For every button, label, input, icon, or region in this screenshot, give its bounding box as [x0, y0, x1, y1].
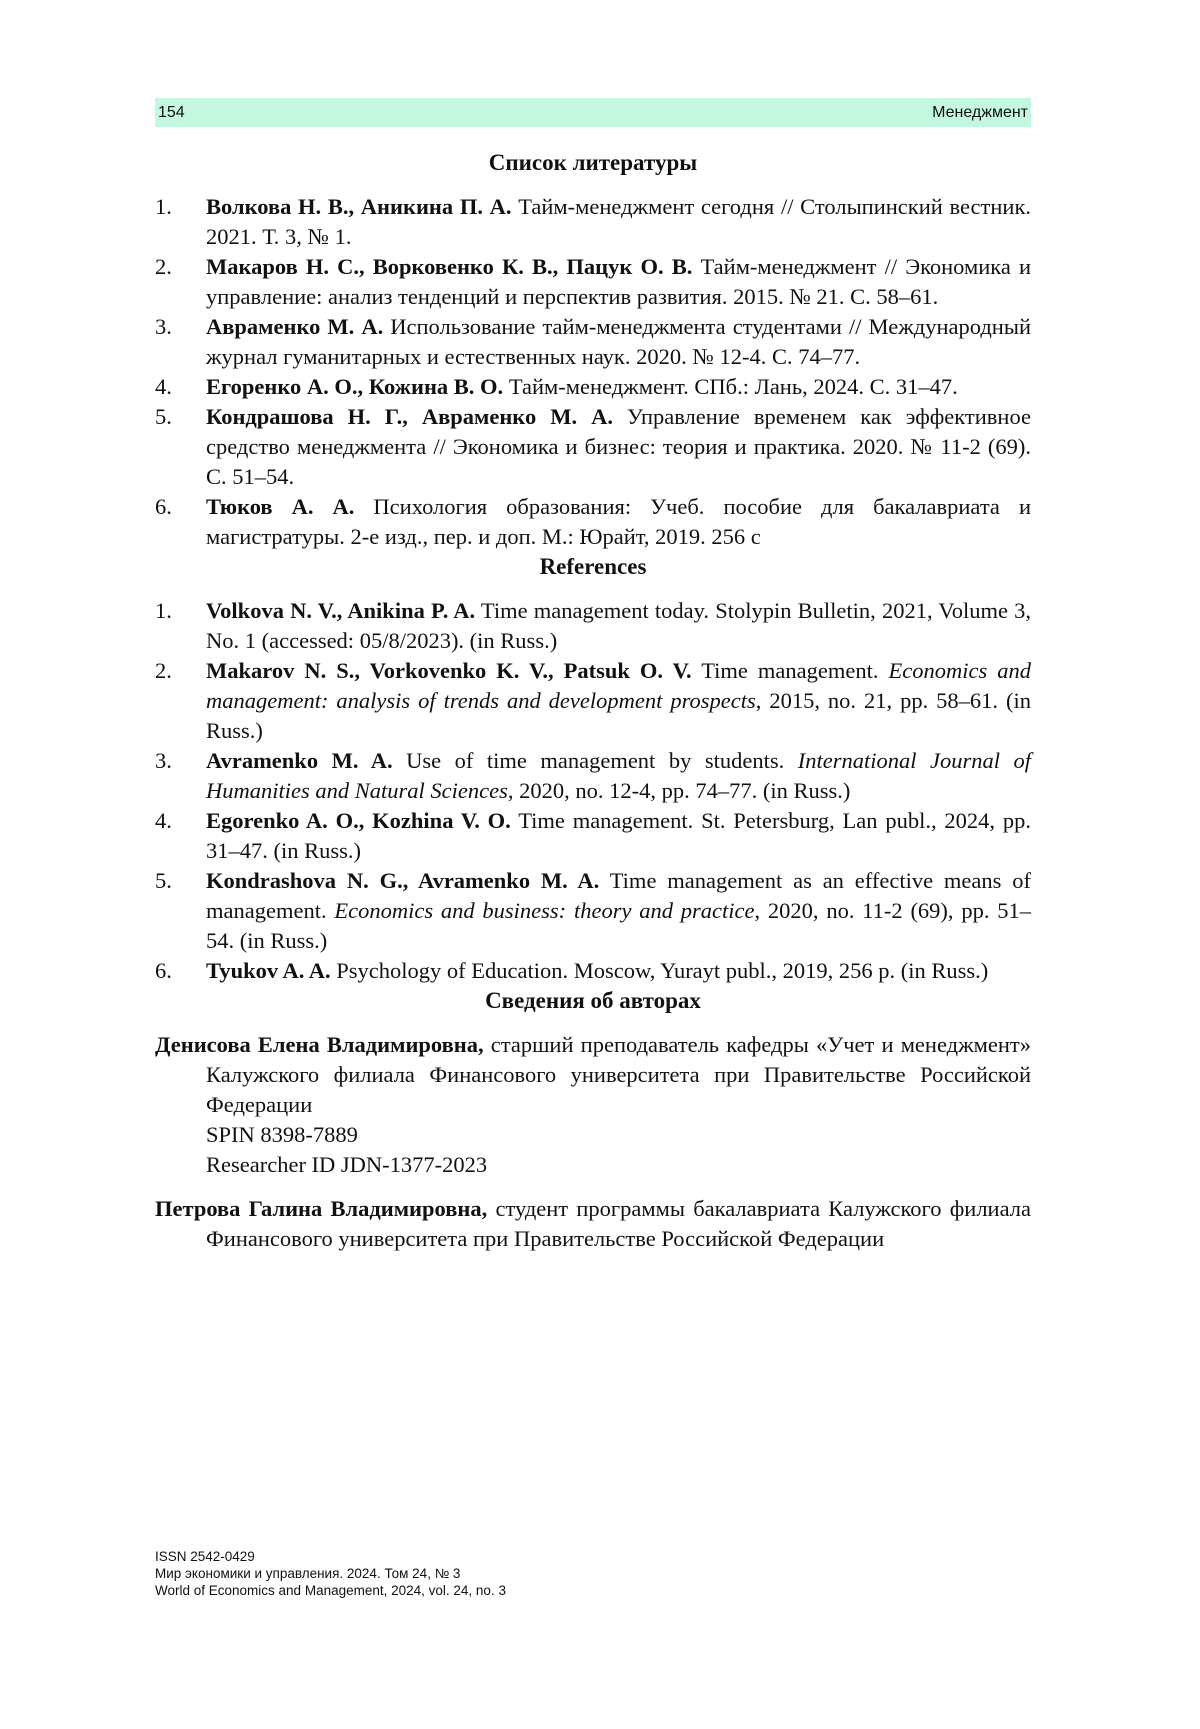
author-name: Петрова Галина Владимировна,: [155, 1196, 488, 1221]
item-number: 4.: [155, 374, 172, 399]
ref-journal: Economics and business: theory and practice: [334, 898, 755, 923]
ref-text: Use of time management by students.: [392, 748, 798, 773]
author-entry: [155, 1194, 1031, 1254]
list-item: [155, 956, 1031, 986]
en-references-list: [155, 596, 1031, 986]
ru-references-title: Список литературы: [488, 150, 698, 175]
ref-authors: Avramenko M. A.: [206, 748, 393, 773]
ref-text: Time management. St. Petersburg, Lan publ., 2024, pp. 31–47. (in Russ.): [206, 808, 1031, 863]
ref-journal: International Journal of Humanities and Natural Sciences: [206, 748, 1031, 803]
item-number: 6.: [155, 494, 172, 519]
list-item: [155, 372, 1031, 402]
footer-journal-en: World of Economics and Management, 2024, vol. 24, no. 3: [155, 1583, 506, 1598]
ref-text: Психология образования: Учеб. пособие для бакалавриата и магистратуры. 2-е изд., пер. и доп. М.: Юрайт, 2019. 256 с: [206, 494, 1031, 549]
ru-references-list: [155, 192, 1031, 552]
item-number: 5.: [155, 868, 172, 893]
ref-text: Time management.: [691, 658, 889, 683]
author-entry: [155, 1030, 1031, 1180]
list-item: [155, 492, 1031, 552]
author-researcher-id: Researcher ID JDN-1377-2023: [206, 1152, 488, 1177]
list-item: [155, 746, 1031, 806]
author-spin: SPIN 8398-7889: [206, 1122, 358, 1147]
ref-authors: Авраменко М. А.: [206, 314, 384, 339]
author-description: старший преподаватель кафедры «Учет и менеджмент» Калужского филиала Финансового университета при Правительстве Российской Федерации: [206, 1032, 1031, 1117]
list-item: [155, 866, 1031, 956]
list-item: [155, 252, 1031, 312]
page-number: 154: [158, 103, 185, 121]
item-number: 2.: [155, 658, 172, 683]
ref-journal: Economics and management: analysis of trends and development prospects: [206, 658, 1031, 713]
item-number: 4.: [155, 808, 172, 833]
item-number: 6.: [155, 958, 172, 983]
running-header: [155, 98, 1031, 127]
item-number: 5.: [155, 404, 172, 429]
ref-text: Time management today. Stolypin Bulletin, 2021, Volume 3, No. 1 (accessed: 05/8/2023). (in Russ.): [206, 598, 1032, 653]
ref-authors: Макаров Н. С., Ворковенко К. В., Пацук О. В.: [206, 254, 693, 279]
item-number: 3.: [155, 748, 172, 773]
ref-authors: Egorenko A. O., Kozhina V. O.: [206, 808, 511, 833]
ref-authors: Тюков А. А.: [206, 494, 355, 519]
footer-issn: ISSN 2542-0429: [155, 1549, 255, 1564]
section-name: Менеджмент: [932, 103, 1028, 121]
footer-journal-ru: Мир экономики и управления. 2024. Том 24, № 3: [155, 1566, 461, 1581]
list-item: [155, 806, 1031, 866]
list-item: [155, 312, 1031, 372]
ref-authors: Volkova N. V., Anikina P. A.: [206, 598, 476, 623]
item-number: 1.: [155, 598, 172, 623]
page-footer: [155, 1548, 506, 1599]
author-name: Денисова Елена Владимировна,: [155, 1032, 484, 1057]
list-item: [155, 596, 1031, 656]
item-number: 3.: [155, 314, 172, 339]
ref-text: Управление временем как эффективное средство менеджмента // Экономика и бизнес: теория и практика. 2020. № 11-2 (69). С. 51–54.: [206, 404, 1031, 489]
ref-text: Psychology of Education. Moscow, Yurayt publ., 2019, 256 p. (in Russ.): [330, 958, 989, 983]
ref-authors: Егоренко А. О., Кожина В. О.: [206, 374, 504, 399]
ref-authors: Tyukov A. A.: [206, 958, 331, 983]
ref-text: Тайм-менеджмент // Экономика и управление: анализ тенденций и перспектив развития. 2015. № 21. С. 58–61.: [206, 254, 1031, 309]
ref-text-tail: , 2015, no. 21, pp. 58–61. (in Russ.): [206, 688, 1031, 743]
authors-info-title: Сведения об авторах: [485, 988, 701, 1013]
ref-text-tail: , 2020, no. 12-4, pp. 74–77. (in Russ.): [507, 778, 851, 803]
author-description: студент программы бакалавриата Калужского филиала Финансового университета при Правительстве Российской Федерации: [206, 1196, 1031, 1251]
list-item: [155, 192, 1031, 252]
ref-text-tail: , 2020, no. 11-2 (69), pp. 51–54. (in Russ.): [206, 898, 1032, 953]
ref-authors: Волкова Н. В., Аникина П. А.: [206, 194, 512, 219]
item-number: 2.: [155, 254, 172, 279]
ref-text: Использование тайм-менеджмента студентами // Международный журнал гуманитарных и естественных наук. 2020. № 12-4. С. 74–77.: [206, 314, 1031, 369]
list-item: [155, 656, 1031, 746]
ref-text: Time management as an effective means of management.: [206, 868, 1032, 923]
ref-text: Тайм-менеджмент. СПб.: Лань, 2024. С. 31–47.: [503, 374, 958, 399]
ref-authors: Makarov N. S., Vorkovenko K. V., Patsuk O. V.: [206, 658, 692, 683]
page-content: [155, 148, 1031, 1254]
item-number: 1.: [155, 194, 172, 219]
ref-authors: Kondrashova N. G., Avramenko M. A.: [206, 868, 600, 893]
ref-authors: Кондрашова Н. Г., Авраменко М. А.: [206, 404, 613, 429]
list-item: [155, 402, 1031, 492]
en-references-title: References: [539, 554, 647, 579]
ref-text: Тайм-менеджмент сегодня // Столыпинский вестник. 2021. Т. 3, № 1.: [206, 194, 1031, 249]
